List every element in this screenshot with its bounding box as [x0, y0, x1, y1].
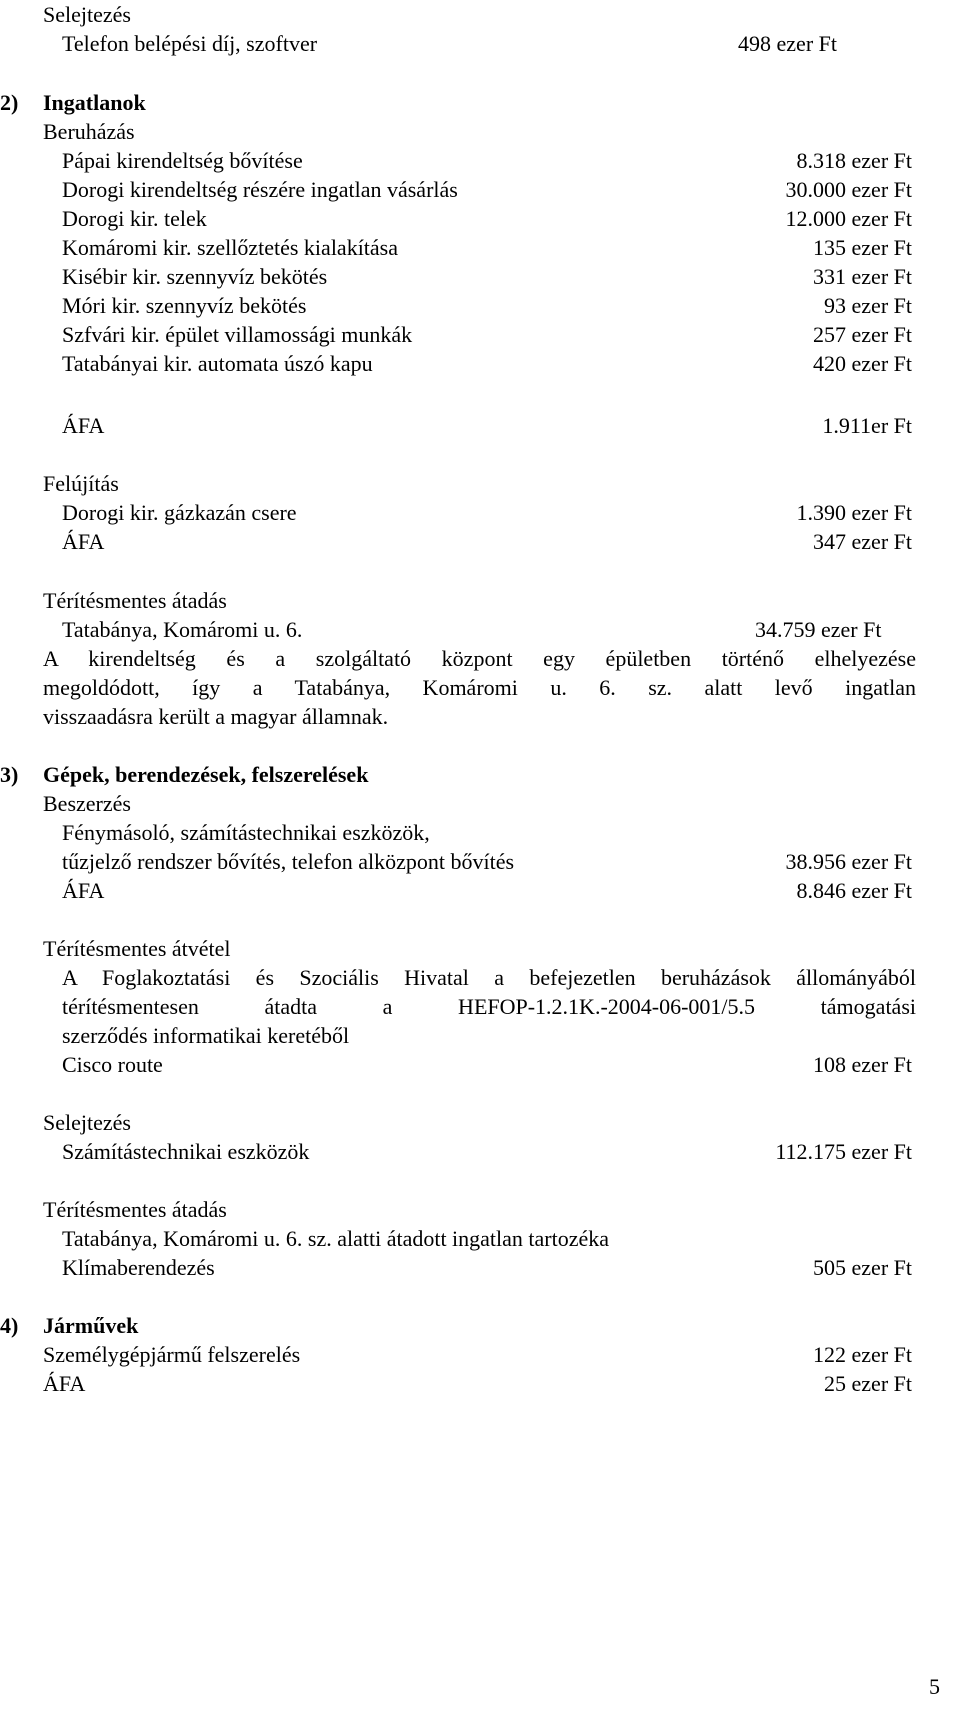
afa-label: ÁFA: [62, 878, 105, 903]
subheading-selejtezes: [0, 1108, 960, 1137]
heading-text: Térítésmentes átadás: [43, 1197, 227, 1222]
page-number: 5: [929, 1674, 940, 1699]
item-amount: 38.956 ezer Ft: [785, 849, 912, 874]
section-title: Ingatlanok: [43, 90, 146, 115]
line-item: [0, 29, 960, 58]
afa-label: ÁFA: [62, 413, 105, 438]
item-label: Számítástechnikai eszközök: [62, 1139, 310, 1164]
heading-text: Selejtezés: [43, 1110, 131, 1135]
item-label: Klímaberendezés: [62, 1255, 215, 1280]
afa-line: [0, 411, 960, 440]
subheading-teritesmentes-atvetel: [0, 934, 960, 963]
section-number: 3): [0, 762, 19, 787]
line-item: [0, 291, 960, 320]
item-amount: 505 ezer Ft: [813, 1255, 912, 1280]
afa-label: ÁFA: [43, 1371, 86, 1396]
item-label: Fénymásoló, számítástechnikai eszközök,: [62, 820, 430, 845]
afa-amount: 347 ezer Ft: [813, 529, 912, 554]
heading-text: Beruházás: [43, 119, 135, 144]
afa-line: [0, 1369, 960, 1398]
item-amount: 30.000 ezer Ft: [785, 177, 912, 202]
line-item: [0, 233, 960, 262]
heading-text: Selejtezés: [43, 2, 131, 27]
afa-line: [0, 876, 960, 905]
item-amount: 420 ezer Ft: [813, 351, 912, 376]
section-number: 4): [0, 1313, 19, 1338]
item-amount: 93 ezer Ft: [824, 293, 912, 318]
item-label: Kisébir kir. szennyvíz bekötés: [62, 264, 328, 289]
paragraph-text: térítésmentesen átadta a HEFOP-1.2.1K.-2004-06-001/5.5 támogatási: [62, 994, 916, 1019]
line-item: [0, 1050, 960, 1079]
subheading-teritesmentes-atadas: [0, 1195, 960, 1224]
item-amount: 122 ezer Ft: [813, 1342, 912, 1367]
line-item: [0, 146, 960, 175]
line-item: [0, 349, 960, 378]
line-item: [0, 847, 960, 876]
afa-label: ÁFA: [62, 529, 105, 554]
item-label: Komáromi kir. szellőztetés kialakítása: [62, 235, 399, 260]
heading-text: Térítésmentes átadás: [43, 588, 227, 613]
line-item: [0, 615, 960, 644]
item-amount: 498 ezer Ft: [738, 31, 837, 56]
item-amount: 135 ezer Ft: [813, 235, 912, 260]
afa-amount: 8.846 ezer Ft: [796, 878, 912, 903]
paragraph-text: szerződés informatikai keretéből: [62, 1023, 350, 1048]
item-label: Móri kir. szennyvíz bekötés: [62, 293, 307, 318]
section-number: 2): [0, 90, 19, 115]
item-amount: 34.759 ezer Ft: [755, 617, 882, 642]
line-item: [0, 1340, 960, 1369]
item-label: Telefon belépési díj, szoftver: [62, 31, 318, 56]
line-item: [0, 498, 960, 527]
paragraph-line: [0, 673, 960, 702]
section-title-jarmuvek: [0, 1311, 960, 1340]
item-label: Dorogi kirendeltség részére ingatlan vásárlás: [62, 177, 458, 202]
item-amount: 331 ezer Ft: [813, 264, 912, 289]
paragraph-text: megoldódott, így a Tatabánya, Komáromi u. 6. sz. alatt levő ingatlan: [43, 675, 916, 700]
item-label: Személygépjármű felszerelés: [43, 1342, 301, 1367]
paragraph-text: A Foglakoztatási és Szociális Hivatal a befejezetlen beruházások állományából: [62, 965, 916, 990]
line-item: [0, 320, 960, 349]
item-amount: 257 ezer Ft: [813, 322, 912, 347]
item-amount: 112.175 ezer Ft: [775, 1139, 912, 1164]
subheading-beruhazas: [0, 117, 960, 146]
paragraph-text: visszaadásra került a magyar államnak.: [43, 704, 389, 729]
heading-text: Felújítás: [43, 471, 119, 496]
section-title-gepek: [0, 760, 960, 789]
section-title: Gépek, berendezések, felszerelések: [43, 762, 369, 787]
item-label: Pápai kirendeltség bővítése: [62, 148, 303, 173]
line-item: [0, 262, 960, 291]
subheading-felujitas: [0, 469, 960, 498]
item-label: tűzjelző rendszer bővítés, telefon alközpont bővítés: [62, 849, 515, 874]
section-heading-selejtezes: [0, 0, 960, 29]
afa-amount: 1.911er Ft: [822, 413, 912, 438]
heading-text: Térítésmentes átvétel: [43, 936, 231, 961]
line-item: [0, 1224, 960, 1253]
line-item: [0, 818, 960, 847]
item-label: Tatabánya, Komáromi u. 6.: [62, 617, 303, 642]
item-label: Cisco route: [62, 1052, 163, 1077]
item-amount: 12.000 ezer Ft: [785, 206, 912, 231]
subheading-beszerzes: [0, 789, 960, 818]
subheading-teritesmentes-atadas: [0, 586, 960, 615]
item-label: Dorogi kir. gázkazán csere: [62, 500, 297, 525]
item-amount: 1.390 ezer Ft: [796, 500, 912, 525]
paragraph-line: [0, 992, 960, 1021]
afa-amount: 25 ezer Ft: [824, 1371, 912, 1396]
paragraph-text: A kirendeltség és a szolgáltató központ egy épületben történő elhelyezése: [43, 646, 916, 671]
section-title-ingatlanok: [0, 88, 960, 117]
item-label: Dorogi kir. telek: [62, 206, 207, 231]
line-item: [0, 1137, 960, 1166]
section-title: Járművek: [43, 1313, 139, 1338]
heading-text: Beszerzés: [43, 791, 131, 816]
paragraph-line: [0, 702, 960, 731]
paragraph-line: [0, 963, 960, 992]
paragraph-line: [0, 644, 960, 673]
line-item: [0, 175, 960, 204]
afa-line: [0, 527, 960, 556]
line-item: [0, 204, 960, 233]
item-label: Tatabányai kir. automata úszó kapu: [62, 351, 373, 376]
line-item: [0, 1253, 960, 1282]
item-label: Tatabánya, Komáromi u. 6. sz. alatti átadott ingatlan tartozéka: [62, 1226, 610, 1251]
item-amount: 8.318 ezer Ft: [796, 148, 912, 173]
item-amount: 108 ezer Ft: [813, 1052, 912, 1077]
item-label: Szfvári kir. épület villamossági munkák: [62, 322, 413, 347]
paragraph-line: [0, 1021, 960, 1050]
